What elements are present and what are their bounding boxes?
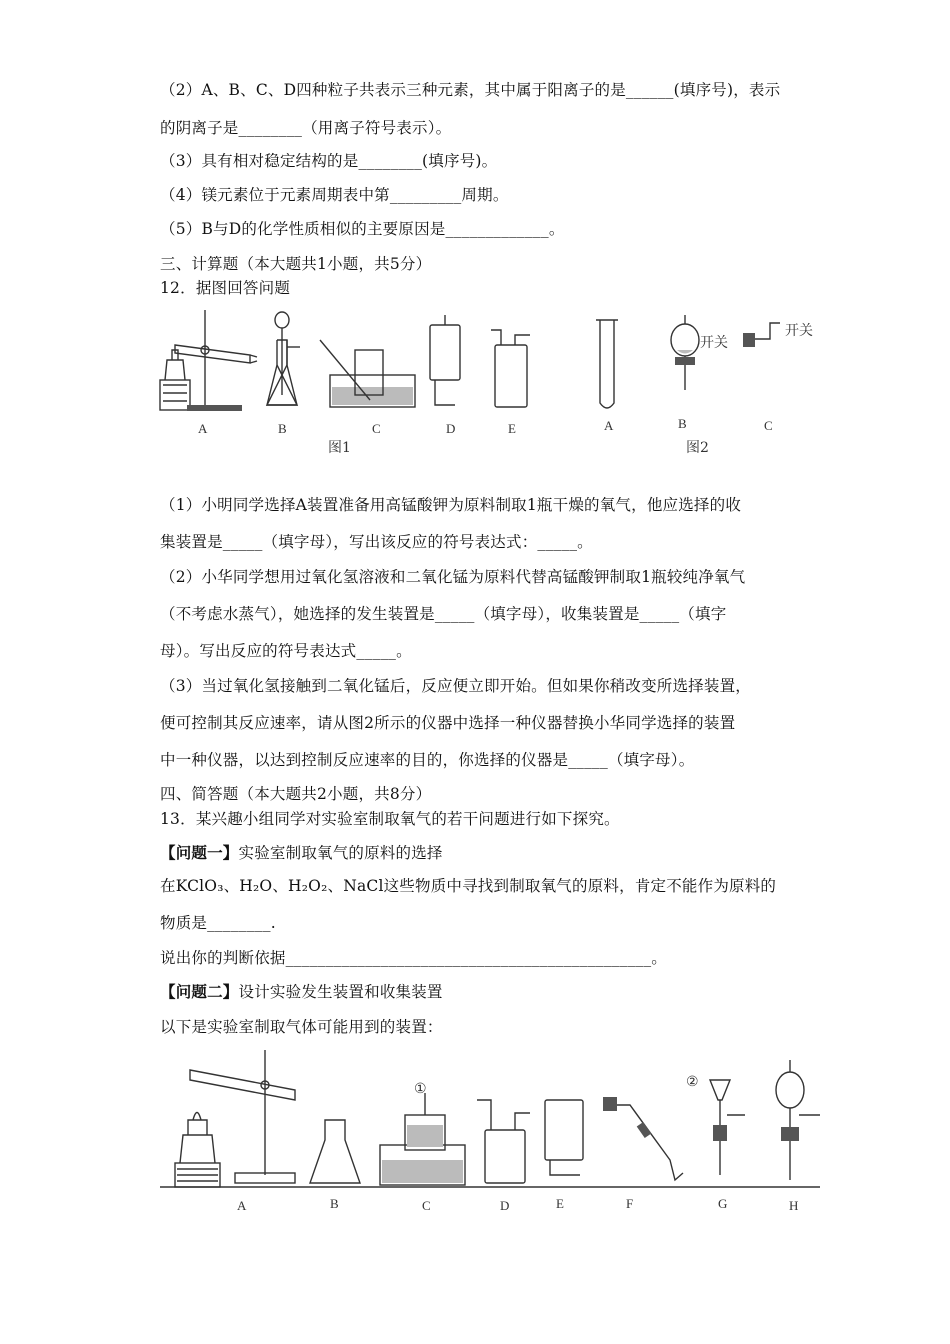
q13-para1: 在KClO₃、H₂O、H₂O₂、NaCl这些物质中寻找到制取氧气的原料，肯定不能作为原料的 [160,877,777,895]
q13-issue2-heading [160,980,443,1002]
fig3-mark-2: ② [686,1074,699,1090]
fig1-label-c: C [372,421,381,436]
q13-title: 13．某兴趣小组同学对实验室制取氧气的若干问题进行如下探究。 [160,810,620,828]
fig3-label-g: G [718,1196,728,1211]
figure-1-caption: 图1 [328,440,351,456]
section-3-heading: 三、计算题（本大题共1小题，共5分） [160,255,432,273]
fig3-label-f: F [626,1196,634,1211]
fig3-label-d: D [500,1198,510,1213]
fig3-apparatus-b [310,1120,360,1183]
fig3-label-e: E [556,1196,564,1211]
fig1-apparatus-e [491,330,530,407]
q12-part2-line3: 母）。写出反应的符号表达式_____。 [160,642,412,660]
q11-part2-line2: 的阴离子是________（用离子符号表示）。 [160,119,452,137]
fig3-apparatus-h [776,1060,820,1180]
issue1-tag: 【问题一】 [160,843,239,862]
fig2-label-c: C [764,418,773,433]
q13-para3: 说出你的判断依据______________________________________________。 [160,949,668,967]
section-4-heading: 四、简答题（本大题共2小题，共8分） [160,785,432,803]
figure-2-caption: 图2 [686,440,709,456]
fig3-mark-1: ① [414,1081,427,1097]
fig3-apparatus-d [477,1100,530,1183]
fig3-apparatus-e [545,1100,583,1175]
fig1-label-a: A [198,421,208,436]
q12-part1-line1: （1）小明同学选择A装置准备用高锰酸钾为原料制取1瓶干燥的氧气，他应选择的收 [160,496,742,514]
q11-part4: （4）镁元素位于元素周期表中第_________周期。 [160,186,509,204]
fig1-apparatus-d [430,315,460,405]
fig3-apparatus-f [603,1097,683,1180]
q12-part1-line2: 集装置是_____（填字母），写出该反应的符号表达式：_____。 [160,533,593,551]
q12-part2-line2: （不考虑水蒸气），她选择的发生装置是_____（填字母），收集装置是_____（填字 [160,605,727,623]
fig3-label-a: A [237,1198,247,1213]
fig2-switch-label-c: 开关 [785,323,813,339]
figure-3-apparatus [155,1045,825,1195]
q12-title: 12．据图回答问题 [160,279,291,297]
q11-part3: （3）具有相对稳定结构的是________(填序号)。 [160,152,498,170]
q12-part2-line1: （2）小华同学想用过氧化氢溶液和二氧化锰为原料代替高锰酸钾制取1瓶较纯净氧气 [160,568,746,586]
fig2-switch-label-b: 开关 [700,335,728,351]
issue2-text: 设计实验发生装置和收集装置 [238,983,443,1001]
fig2-label-a: A [604,418,614,433]
q13-para4: 以下是实验室制取气体可能用到的装置： [160,1018,443,1036]
q11-part2-line1: （2）A、B、C、D四种粒子共表示三种元素，其中属于阳离子的是______(填序号)，表示 [160,81,781,99]
fig3-apparatus-c [380,1093,465,1185]
fig3-apparatus-a [175,1050,295,1187]
fig2-separatory-funnel [671,315,699,390]
fig3-label-h: H [789,1198,799,1213]
fig3-label-c: C [422,1198,431,1213]
fig1-apparatus-c [320,340,415,407]
fig2-test-tube [596,320,618,408]
q12-part3-line1: （3）当过氧化氢接触到二氧化锰后，反应便立即开始。但如果你稍改变所选择装置， [160,677,751,695]
fig3-label-b: B [330,1196,339,1211]
fig1-apparatus-b [267,312,300,405]
q13-issue1-heading [160,841,443,863]
fig1-label-e: E [508,421,516,436]
fig2-label-b: B [678,416,687,431]
issue1-text: 实验室制取氧气的原料的选择 [238,844,443,862]
q13-para2: 物质是________. [160,914,276,932]
fig3-apparatus-g [710,1080,745,1175]
figure-1-2-apparatus [155,305,835,420]
issue2-tag: 【问题二】 [160,982,239,1001]
fig1-apparatus-a [160,310,257,411]
q12-part3-line2: 便可控制其反应速率，请从图2所示的仪器中选择一种仪器替换小华同学选择的装置 [160,714,736,732]
fig2-tube-with-switch [743,323,780,347]
q11-part5: （5）B与D的化学性质相似的主要原因是_____________。 [160,220,565,238]
fig1-label-d: D [446,421,456,436]
q12-part3-line3: 中一种仪器，以达到控制反应速率的目的，你选择的仪器是_____（填字母）。 [160,751,695,769]
fig1-label-b: B [278,421,287,436]
